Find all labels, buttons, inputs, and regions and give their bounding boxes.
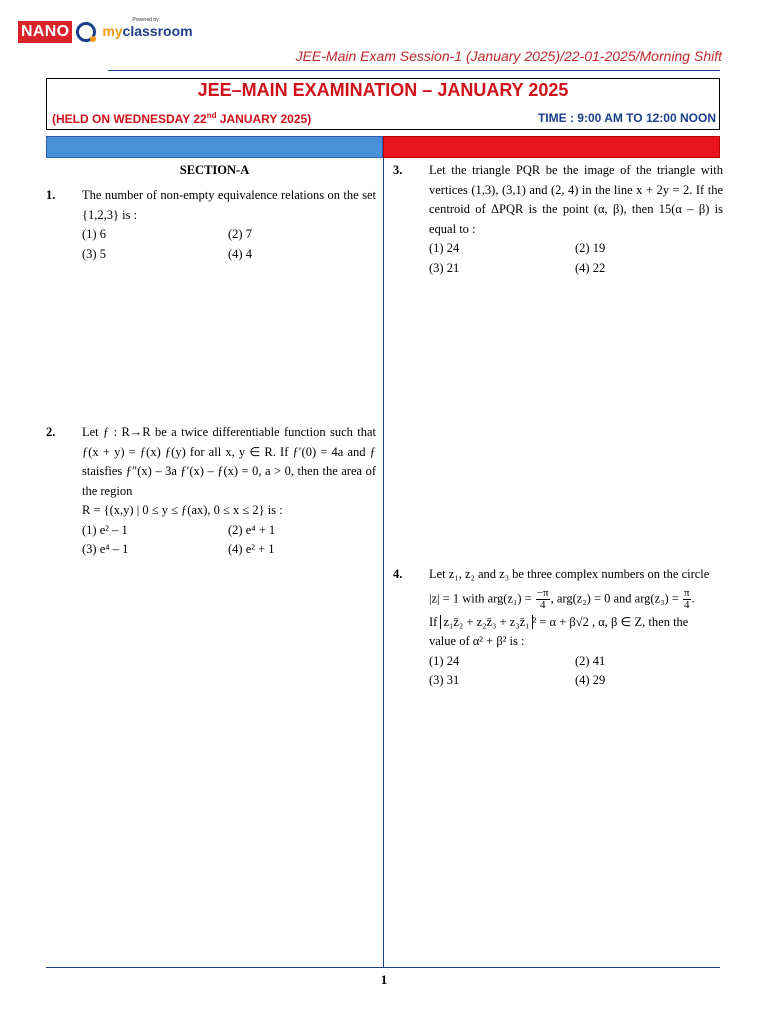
question-text-line-3 (429, 613, 723, 633)
section-heading: SECTION-A (179, 163, 250, 177)
question-text: The number of non-empty equivalence relations on the set {1,2,3} is : (82, 188, 376, 222)
nano-logo-text: NANO (18, 21, 72, 43)
brand-my: my (102, 23, 123, 39)
fraction-numerator: π (683, 586, 690, 599)
question-text: Let ƒ : R→R be a twice differentiable function such that ƒ(x + y) = ƒ(x) ƒ(y) for all x, y ∈ R. If ƒ′(0) = 4a and ƒ staisfies ƒ″(x) – 3a ƒ′(x) – ƒ(x) = 0, a > 0, then the area of the region (82, 425, 376, 498)
options (429, 652, 723, 691)
question-number: 3. (393, 163, 403, 177)
fraction-numerator: −π (536, 586, 549, 599)
option-2: (2) 7 (228, 227, 252, 241)
brand-rest: classroom (122, 23, 193, 39)
session-underline (108, 70, 720, 71)
option-4: (4) e² + 1 (228, 542, 275, 556)
column-divider (383, 158, 384, 968)
option-2: (2) 19 (575, 241, 606, 255)
held-post: JANUARY 2025) (216, 112, 312, 126)
modulus-expression: z₁z̄₂ + z₂z̄₃ + z₃z̄₁ (440, 615, 532, 629)
held-on-date (52, 111, 311, 126)
red-bar (383, 136, 720, 158)
question-number: 2. (46, 425, 56, 439)
option-1: (1) e² – 1 (82, 522, 128, 537)
args-part-b: , arg(z₂) = 0 and arg(z₃) = (550, 590, 682, 605)
question-text-line-4: value of α² + β² is : (429, 634, 525, 648)
option-2: (2) 41 (575, 653, 606, 668)
question-4 (393, 565, 723, 691)
args-part-a: |z| = 1 with arg(z₁) = (429, 590, 535, 605)
exam-title: JEE–MAIN EXAMINATION – JANUARY 2025 (197, 80, 569, 100)
region-definition: R = {(x,y) | 0 ≤ y ≤ ƒ(ax), 0 ≤ x ≤ 2} is : (82, 503, 283, 517)
nano-myclassroom-logo (18, 17, 193, 44)
option-1: (1) 24 (429, 241, 460, 255)
option-3: (3) 5 (82, 246, 106, 261)
brand-name (102, 23, 192, 39)
question-number: 1. (46, 188, 56, 202)
held-pre: (HELD ON WEDNESDAY 22 (52, 112, 207, 126)
option-1: (1) 24 (429, 653, 460, 668)
option-4: (4) 4 (228, 246, 252, 261)
question-2 (46, 423, 376, 560)
fraction-denominator: 4 (539, 598, 546, 611)
powered-by-text: Powered by (132, 17, 159, 23)
condition-text: ² = α + β√2 , α, β ∈ Z, then the (532, 614, 689, 629)
held-sup: nd (206, 111, 217, 120)
question-text: Let the triangle PQR be the image of the triangle with vertices (1,3), (3,1) and (2, 4) in the line x + 2y = 2. If the centroid of ΔPQR is the point (α, β), then 15(α – β) is equal to : (429, 163, 723, 236)
fraction-minus-pi-over-4 (536, 588, 550, 611)
question-text-line-2 (429, 588, 723, 611)
exam-time: TIME : 9:00 AM TO 12:00 NOON (537, 111, 716, 125)
option-4: (4) 29 (575, 673, 606, 687)
page-number: 1 (380, 972, 388, 987)
option-4: (4) 22 (575, 260, 606, 275)
question-1 (46, 186, 376, 264)
options (429, 239, 723, 278)
blue-bar (46, 136, 383, 158)
options (82, 521, 376, 560)
question-3 (393, 161, 723, 278)
option-3: (3) e⁴ – 1 (82, 542, 129, 556)
brand-wrap (102, 17, 193, 41)
footer-line (46, 967, 720, 968)
session-line: JEE-Main Exam Session-1 (January 2025)/22-01-2025/Morning Shift (295, 48, 722, 64)
fraction-pi-over-4 (683, 588, 691, 611)
question-number: 4. (393, 567, 403, 581)
if-text: If (429, 614, 441, 629)
options (82, 225, 376, 264)
option-1: (1) 6 (82, 227, 106, 241)
fraction-denominator: 4 (683, 598, 690, 611)
args-part-c: . (691, 590, 695, 605)
myclassroom-q-icon (76, 22, 96, 42)
question-text-line-1: Let z₁, z₂ and z₃ be three complex numbers on the circle (429, 567, 710, 581)
option-3: (3) 31 (429, 673, 460, 687)
option-2: (2) e⁴ + 1 (228, 522, 276, 537)
option-3: (3) 21 (429, 260, 460, 275)
